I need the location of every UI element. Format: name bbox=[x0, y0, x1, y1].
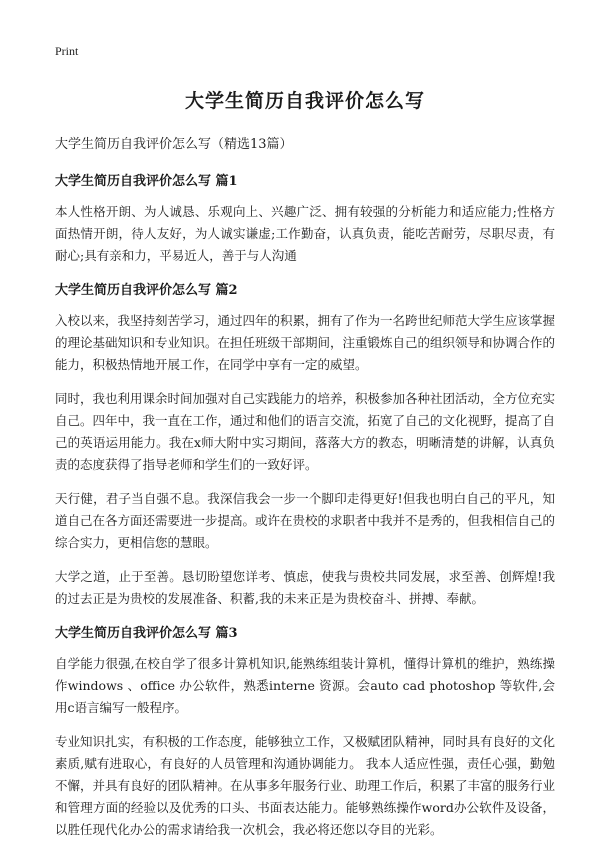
section-heading: 大学生简历自我评价怎么写 篇1 bbox=[55, 174, 238, 189]
paragraph: 大学之道，止于至善。恳切盼望您详考、慎虑，使我与贵校共同发展，求至善、创辉煌!我的过去正是为贵校的发展准备、积蓄,我的未来正是为贵校奋斗、拼搏、奉献。 bbox=[55, 569, 555, 606]
print-link[interactable]: Print bbox=[55, 44, 79, 58]
paragraph: 同时，我也利用课余时间加强对自己实践能力的培养，积极参加各种社团活动，全方位充实自己。四年中，我一直在工作，通过和他们的语言交流，拓宽了自己的文化视野，提高了自己的英语运用能力。我在x师大附中实习期间，落落大方的教态，明晰清楚的讲解，认真负责的态度获得了指导老师和学生们的一致好评。 bbox=[55, 391, 556, 472]
paragraph: 自学能力很强,在校自学了很多计算机知识,能熟练组装计算机，懂得计算机的维护，熟练操作windows 、office 办公软件，熟悉interne 资源。会auto cad photoshop 等软件,会用c语言编写一般程序。 bbox=[55, 656, 555, 715]
section-heading: 大学生简历自我评价怎么写 篇2 bbox=[55, 283, 238, 298]
paragraph: 本人性格开朗、为人诚恳、乐观向上、兴趣广泛、拥有较强的分析能力和适应能力;性格方面热情开朗，待人友好，为人诚实谦虚;工作勤奋，认真负责，能吃苦耐劳，尽职尽责，有耐心;具有亲和力，平易近人，善于与人沟通 bbox=[55, 204, 555, 263]
section-3 bbox=[55, 622, 555, 841]
document-page bbox=[55, 44, 555, 853]
paragraph: 专业知识扎实，有积极的工作态度，能够独立工作，又极赋团队精神，同时具有良好的文化素质,赋有进取心，有良好的人员管理和沟通协调能力。 我本人适应性强，责任心强，勤勉不懈，并具有良好的团队精神。在从事多年服务行业、助理工作后，积累了丰富的服务行业和管理方面的经验以及优秀的口头、书面表达能力。能够熟练操作word办公软件及设备，以胜任现代化办公的需求请给我一次机会，我必将还您以夺目的光彩。 bbox=[55, 734, 556, 837]
section-heading: 大学生简历自我评价怎么写 篇3 bbox=[55, 626, 238, 641]
section-2 bbox=[55, 279, 555, 610]
document-subtitle: 大学生简历自我评价怎么写（精选13篇） bbox=[55, 137, 293, 152]
section-1 bbox=[55, 170, 555, 267]
paragraph: 天行健，君子当自强不息。我深信我会一步一个脚印走得更好!但我也明白自己的平凡，知道自己在各方面还需要进一步提高。或许在贵校的求职者中我并不是秀的，但我相信自己的综合实力，更相信您的慧眼。 bbox=[55, 491, 556, 550]
paragraph: 入校以来，我坚持刻苦学习，通过四年的积累，拥有了作为一名跨世纪师范大学生应该掌握的理论基础知识和专业知识。在担任班级干部期间，注重锻炼自己的组织领导和协调合作的能力，积极热情地开展工作，在同学中享有一定的威望。 bbox=[55, 313, 556, 372]
document-title: 大学生简历自我评价怎么写 bbox=[184, 90, 425, 112]
